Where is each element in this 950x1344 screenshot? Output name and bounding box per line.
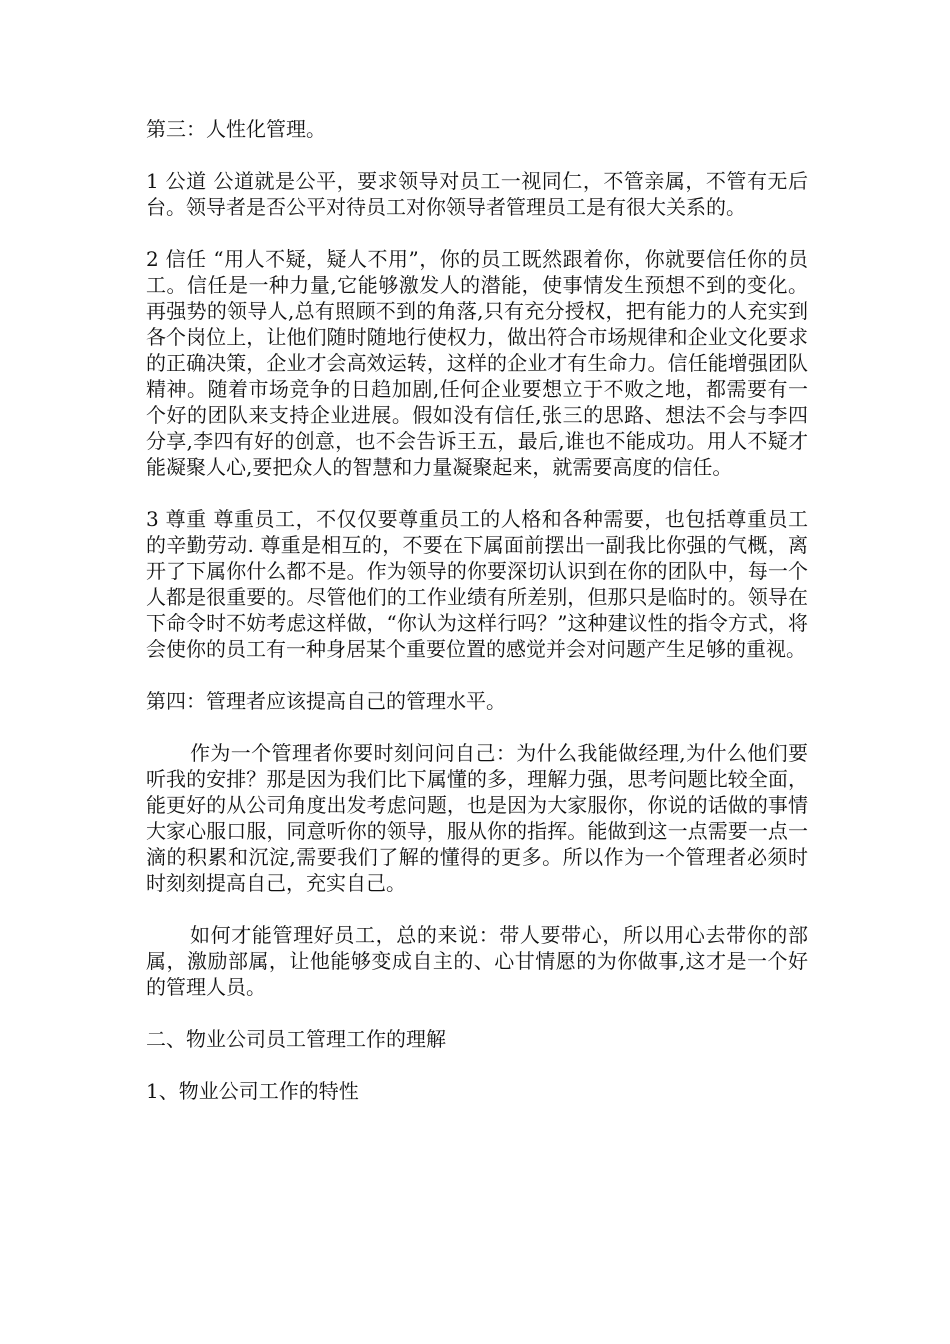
paragraph-manager-self-improvement: 作为一个管理者你要时刻问问自己：为什么我能做经理,为什么他们要听我的安排？那是因为我们比下属懂的多，理解力强，思考问题比较全面，能更好的从公司角度出发考虑问题，也是因为大家服你，你说的话做的事情大家心服口服，同意听你的领导，服从你的指挥。能做到这一点需要一点一滴的积累和沉淀,需要我们了解的懂得的更多。所以作为一个管理者必须时时刻刻提高自己，充实自己。	[146, 741, 808, 895]
section-heading-4: 第四：管理者应该提高自己的管理水平。	[146, 689, 506, 713]
chapter-heading-2: 二、物业公司员工管理工作的理解	[146, 1027, 446, 1051]
paragraph-fairness: 1 公道 公道就是公平，要求领导对员工一视同仁，不管亲属，不管有无后台。领导者是否公平对待员工对你领导者管理员工是有很大关系的。	[146, 169, 808, 219]
document-page	[146, 116, 808, 1130]
paragraph-summary: 如何才能管理好员工，总的来说：带人要带心，所以用心去带你的部属，激励部属，让他能够变成自主的、心甘情愿的为你做事,这才是一个好的管理人员。	[146, 923, 808, 999]
section-heading-3: 第三：人性化管理。	[146, 117, 326, 141]
subsection-heading-1: 1、物业公司工作的特性	[146, 1079, 359, 1103]
paragraph-respect: 3 尊重 尊重员工，不仅仅要尊重员工的人格和各种需要，也包括尊重员工的辛勤劳动. 尊重是相互的，不要在下属面前摆出一副我比你强的气概，离开了下属你什么都不是。作为领导的你要深切认识到在你的团队中，每一个人都是很重要的。尽管他们的工作业绩有所差别，但那只是临时的。领导在下命令时不妨考虑这样做，“你认为这样行吗？”这种建议性的指令方式，将会使你的员工有一种身居某个重要位置的感觉并会对问题产生足够的重视。	[146, 507, 808, 661]
paragraph-trust: 2 信任 “用人不疑，疑人不用”，你的员工既然跟着你，你就要信任你的员工。信任是一种力量,它能够激发人的潜能，使事情发生预想不到的变化。再强势的领导人,总有照顾不到的角落,只有充分授权，把有能力的人充实到各个岗位上，让他们随时随地行使权力，做出符合市场规律和企业文化要求的正确决策，企业才会高效运转，这样的企业才有生命力。信任能增强团队精神。随着市场竞争的日趋加剧,任何企业要想立于不败之地，都需要有一个好的团队来支持企业进展。假如没有信任,张三的思路、想法不会与李四分享,李四有好的创意，也不会告诉王五，最后,谁也不能成功。用人不疑才能凝聚人心,要把众人的智慧和力量凝聚起来，就需要高度的信任。	[146, 247, 808, 479]
